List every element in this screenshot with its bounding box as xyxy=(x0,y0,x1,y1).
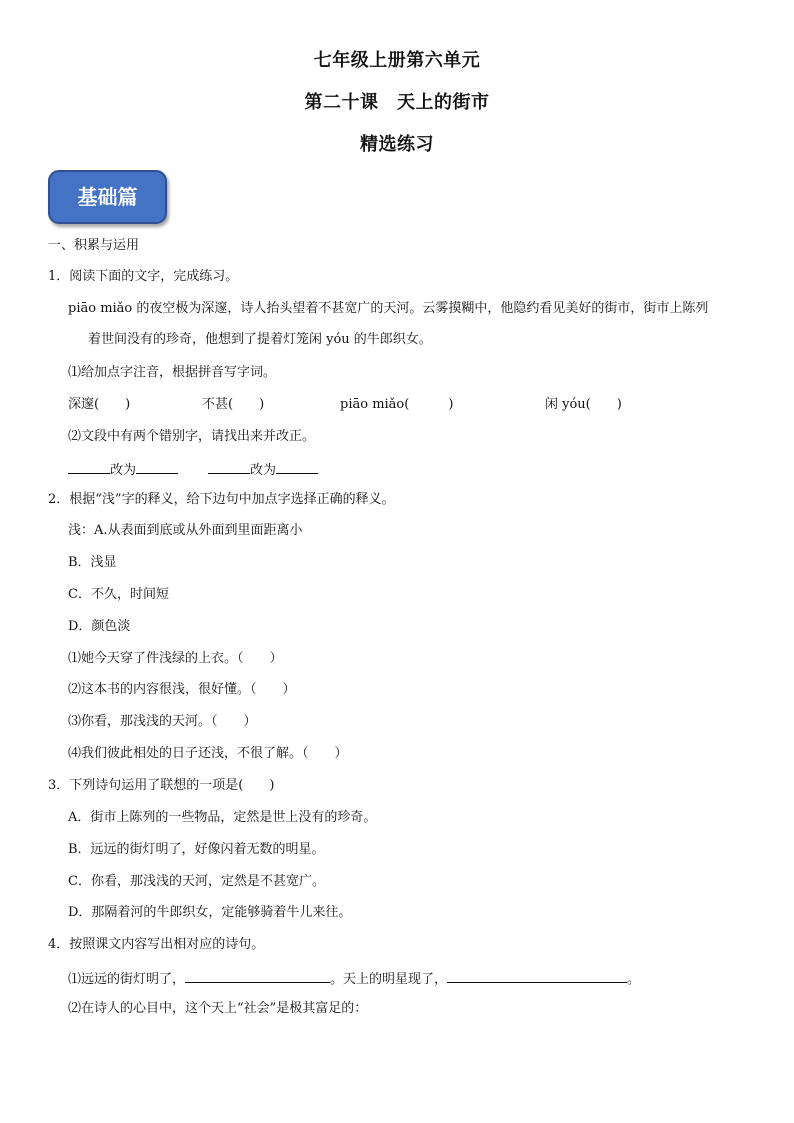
answer-blank[interactable] xyxy=(276,459,318,474)
option-d: D．那隔着河的牛郎织女，定能够骑着牛儿来往。 xyxy=(68,905,352,920)
answer-blank[interactable] xyxy=(68,459,110,474)
definition-c: C．不久，时间短 xyxy=(68,587,169,602)
answer-blank[interactable] xyxy=(136,459,178,474)
question-1-passage-line1: piāo miǎo 的夜空极为深邃，诗人抬头望着不甚宽广的天河。云雾摸糊中，他隐约看见美好的街市，街市上陈列 xyxy=(68,301,709,316)
question-1-stem: 1．阅读下面的文字，完成练习。 xyxy=(48,269,239,284)
question-1-sub2: ⑵文段中有两个错别字，请找出来并改正。 xyxy=(68,429,316,444)
option-a: A．街市上陈列的一些物品，定然是世上没有的珍奇。 xyxy=(68,810,377,825)
sentence-2: ⑵这本书的内容很浅，很好懂。（ ） xyxy=(68,682,296,697)
fill-item-xianyou: 闲 yóu( ) xyxy=(545,397,622,412)
section-heading: 一、积累与运用 xyxy=(48,238,140,253)
heading-practice: 精选练习 xyxy=(360,134,434,155)
sentence-3: ⑶你看，那浅浅的天河。（ ） xyxy=(68,714,257,729)
line-start-text: ⑴远远的街灯明了， xyxy=(68,972,186,987)
question-4-sub2: ⑵在诗人的心目中，这个天上“社会”是极其富足的： xyxy=(68,1001,368,1016)
answer-blank[interactable] xyxy=(185,968,330,983)
heading-grade-unit: 七年级上册第六单元 xyxy=(313,50,481,71)
heading-lesson: 第二十课 天上的街市 xyxy=(304,92,490,113)
question-4-sub1 xyxy=(68,968,640,989)
option-b: B．远远的街灯明了，好像闪着无数的明星。 xyxy=(68,842,325,857)
sentence-4: ⑷我们彼此相处的日子还浅，不很了解。（ ） xyxy=(68,746,348,761)
section-badge: 基础篇 xyxy=(48,170,167,224)
definition-d: D．颜色淡 xyxy=(68,619,131,634)
question-2-stem: 2．根据“浅”字的释义，给下边句中加点字选择正确的释义。 xyxy=(48,492,395,507)
answer-blank[interactable] xyxy=(208,459,250,474)
correction-row-2 xyxy=(208,459,318,480)
fill-item-bushen: 不甚( ) xyxy=(202,397,265,412)
sentence-1: ⑴她今天穿了件浅绿的上衣。（ ） xyxy=(68,651,283,666)
line-mid-text: 。天上的明星现了， xyxy=(330,972,448,987)
correction-label: 改为 xyxy=(250,463,277,478)
question-3-stem: 3．下列诗句运用了联想的一项是( ) xyxy=(48,778,275,793)
definition-b: B．浅显 xyxy=(68,555,117,570)
answer-blank[interactable] xyxy=(447,968,627,983)
fill-item-piaomiao: piāo miǎo( ) xyxy=(340,397,454,412)
correction-label: 改为 xyxy=(110,463,137,478)
fill-item-shensui: 深邃( ) xyxy=(68,397,131,412)
definition-a: 浅：A.从表面到底或从外面到里面距离小 xyxy=(68,523,303,538)
question-4-stem: 4．按照课文内容写出相对应的诗句。 xyxy=(48,937,265,952)
line-end-text: 。 xyxy=(627,972,641,987)
question-1-sub1: ⑴给加点字注音，根据拼音写字词。 xyxy=(68,365,277,380)
correction-row-1 xyxy=(68,459,178,480)
option-c: C．你看，那浅浅的天河，定然是不甚宽广。 xyxy=(68,874,325,889)
question-1-passage-line2: 着世间没有的珍奇，他想到了提着灯笼闲 yóu 的牛郎织女。 xyxy=(88,332,432,347)
